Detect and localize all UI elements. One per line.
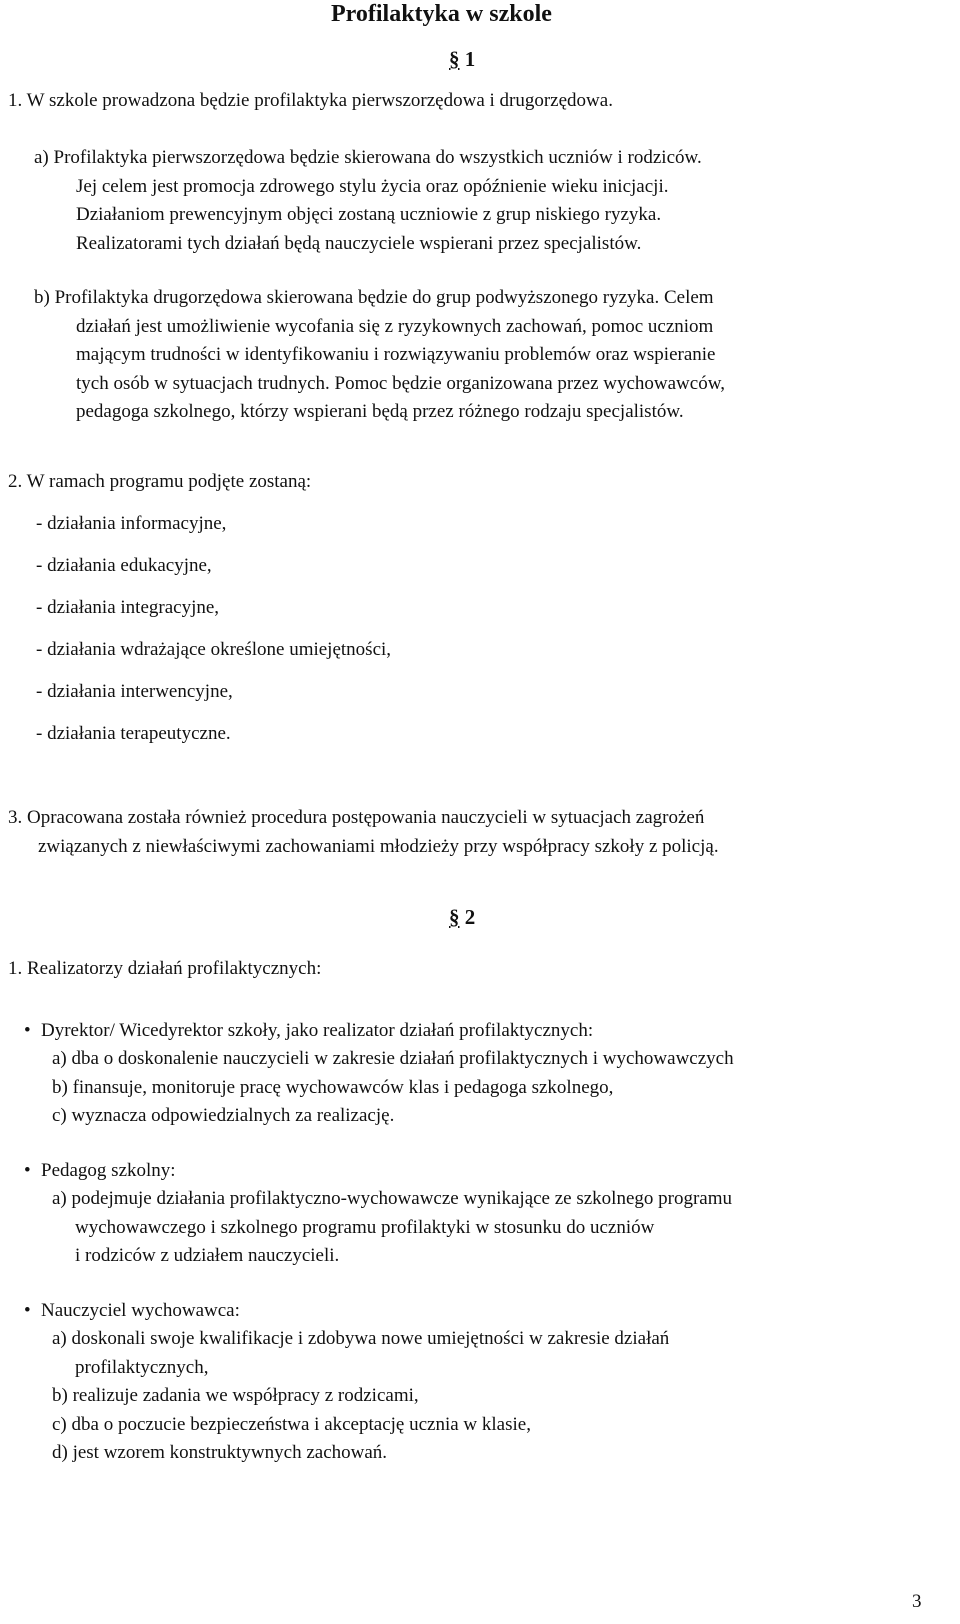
pedagog-item: a) podejmuje działania profilaktyczno-wychowawcze wynikające ze szkolnego programu [52, 1188, 733, 1209]
nauczyciel-item: b) realizuje zadania we współpracy z rodzicami, [52, 1385, 419, 1406]
pedagog-item: wychowawczego i szkolnego programu profilaktyki w stosunku do uczniów [75, 1216, 655, 1238]
dyrektor-list [52, 1045, 734, 1131]
section-1-heading [449, 44, 475, 76]
point-3-line: związanych z niewłaściwymi zachowaniami młodzieży przy współpracy szkoły z policją. [38, 835, 719, 857]
section-number: 2 [464, 905, 476, 929]
pedagog-list [52, 1185, 732, 1271]
section-symbol: § [449, 905, 460, 929]
point-3 [8, 804, 719, 861]
bullet-icon: • [24, 1020, 31, 1041]
action-item: - działania edukacyjne, [36, 555, 212, 576]
point-1: 1. W szkole prowadzona będzie profilaktyka pierwszorzędowa i drugorzędowa. [8, 90, 613, 111]
page-title: Profilaktyka w szkole [331, 1, 552, 27]
point-a-line: Realizatorami tych działań będą nauczyciele wspierani przez specjalistów. [76, 232, 642, 254]
action-item: - działania terapeutyczne. [36, 723, 231, 744]
point-b-line: tych osób w sytuacjach trudnych. Pomoc będzie organizowana przez wychowawców, [76, 372, 725, 394]
pedagog-heading: Pedagog szkolny: [41, 1160, 176, 1181]
point-b-line: pedagoga szkolnego, którzy wspierani będą przez różnego rodzaju specjalistów. [76, 401, 684, 422]
dyrektor-item: b) finansuje, monitoruje pracę wychowawców klas i pedagoga szkolnego, [52, 1076, 614, 1098]
section-symbol: § [449, 47, 460, 71]
point-a-line: a) Profilaktyka pierwszorzędowa będzie skierowana do wszystkich uczniów i rodziców. [34, 147, 702, 168]
dyrektor-item: c) wyznacza odpowiedzialnych za realizację. [52, 1105, 395, 1126]
dyrektor-item: a) dba o doskonalenie nauczycieli w zakresie działań profilaktycznych i wychowawczych [52, 1048, 734, 1069]
point-b-line: działań jest umożliwienie wycofania się z ryzykownych zachowań, pomoc uczniom [76, 315, 714, 337]
nauczyciel-heading: Nauczyciel wychowawca: [41, 1300, 240, 1321]
bullet-icon: • [24, 1160, 31, 1181]
pedagog-item: i rodziców z udziałem nauczycieli. [75, 1245, 340, 1266]
point-2: 2. W ramach programu podjęte zostaną: [8, 471, 312, 492]
nauczyciel-item: a) doskonali swoje kwalifikacje i zdobywa nowe umiejętności w zakresie działań [52, 1328, 670, 1349]
action-item: - działania wdrażające określone umiejętności, [36, 639, 392, 660]
section-number: 1 [464, 47, 476, 71]
point-a-line: Jej celem jest promocja zdrowego stylu życia oraz opóźnienie wieku inicjacji. [76, 175, 669, 197]
page-number: 3 [912, 1591, 922, 1612]
action-item: - działania integracyjne, [36, 597, 220, 618]
bullet-icon: • [24, 1300, 31, 1321]
point-a [34, 144, 702, 258]
point-b-line: b) Profilaktyka drugorzędowa skierowana będzie do grup podwyższonego ryzyka. Celem [34, 287, 714, 308]
action-item: - działania informacyjne, [36, 513, 227, 534]
point-b-line: mającym trudności w identyfikowaniu i rozwiązywaniu problemów oraz wspieranie [76, 344, 716, 365]
nauczyciel-item: d) jest wzorem konstruktywnych zachowań. [52, 1442, 388, 1463]
point-a-line: Działaniom prewencyjnym objęci zostaną uczniowie z grup niskiego ryzyka. [76, 204, 662, 225]
point-3-line: 3. Opracowana została również procedura postępowania nauczycieli w sytuacjach zagrożeń [8, 807, 705, 828]
nauczyciel-item: c) dba o poczucie bezpieczeństwa i akceptację ucznia w klasie, [52, 1413, 531, 1435]
nauczyciel-list [52, 1325, 669, 1468]
section-2-heading [449, 902, 475, 934]
realizatorzy-heading: 1. Realizatorzy działań profilaktycznych: [8, 958, 322, 979]
dyrektor-heading: Dyrektor/ Wicedyrektor szkoły, jako realizator działań profilaktycznych: [41, 1020, 594, 1041]
point-b [34, 284, 725, 427]
nauczyciel-item: profilaktycznych, [75, 1356, 209, 1378]
action-item: - działania interwencyjne, [36, 681, 233, 702]
